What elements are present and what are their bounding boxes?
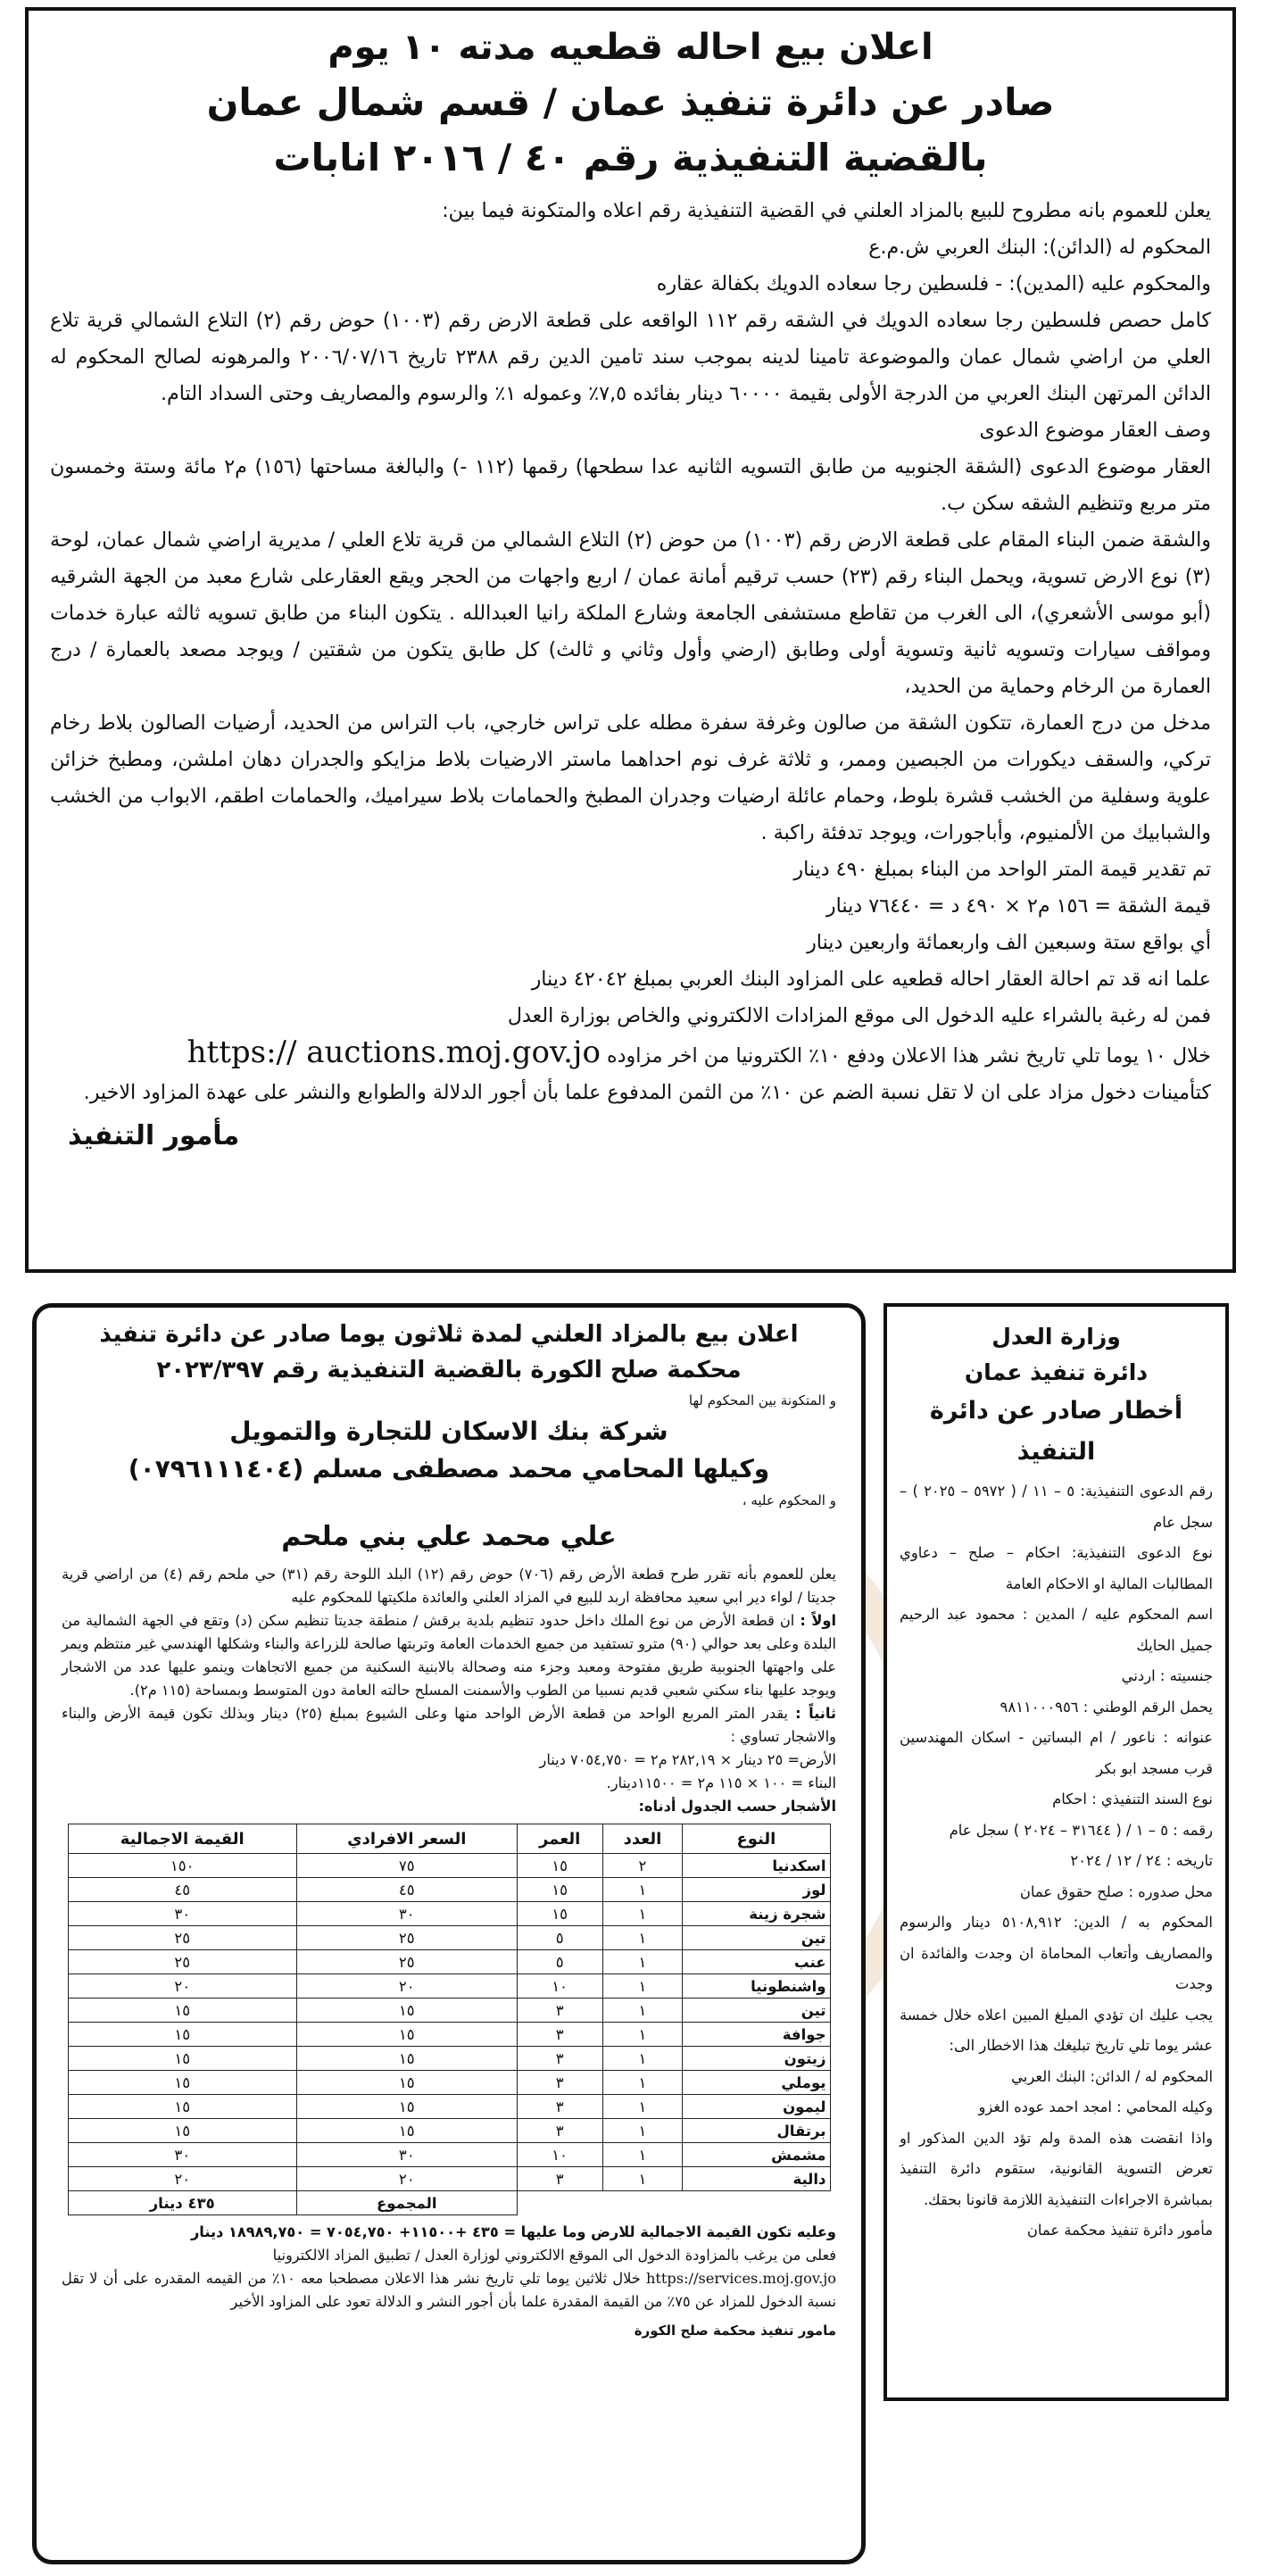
table-cell: ١	[602, 2071, 683, 2095]
paragraph: فمن له رغبة بالشراء عليه الدخول الى موقع المزادات الالكتروني والخاص بوزارة العدل	[507, 1004, 1211, 1027]
second-clause	[62, 1702, 836, 1749]
table-cell: ١	[602, 1878, 683, 1902]
tree-type-cell: تين	[683, 1998, 830, 2023]
table-cell: ٢٠	[68, 2167, 296, 2191]
tree-type-cell: ليمون	[683, 2095, 830, 2119]
column-header: القيمة الاجمالية	[68, 1824, 296, 1854]
notice-heading: أخطار صادر عن دائرة التنفيذ	[929, 1397, 1183, 1466]
table-cell: ١٥	[68, 2023, 296, 2047]
table-row	[68, 2047, 830, 2071]
closing-paragraph: فعلى من يرغب بالمزاودة الدخول الى الموقع الالكتروني لوزارة العدل / تطبيق المزاد الالكترونيا	[272, 2247, 836, 2264]
table-total-row	[68, 2191, 830, 2215]
right-execution-notice	[884, 1303, 1229, 2401]
table-cell: ٣	[517, 2119, 602, 2143]
table-cell: ١٥	[68, 1998, 296, 2023]
table-cell: ١٥	[68, 2095, 296, 2119]
table-cell: ٢٠	[296, 1974, 517, 1998]
column-header: النوع	[683, 1824, 830, 1854]
line: رقم الدعوى التنفيذية: ٥ – ١١ / ( ٥٩٧٢ – ٢٠٢٥ ) – سجل عام	[900, 1483, 1214, 1531]
tree-type-cell: اسكدنيا	[683, 1854, 830, 1878]
table-cell: ٣٠	[68, 1902, 296, 1926]
line: نوع السند التنفيذي : احكام	[1052, 1791, 1213, 1807]
table-cell: ١٠	[517, 2143, 602, 2167]
creditor-lawyer: وكيلها المحامي محمد مصطفى مسلم (٠٧٩٦١١١٤٠٤)	[128, 1454, 770, 1483]
table-row	[68, 1974, 830, 1998]
table-cell: ٤٥	[68, 1878, 296, 1902]
table-cell: ١٥	[296, 2023, 517, 2047]
table-row	[68, 2119, 830, 2143]
table-cell: ١	[602, 2047, 683, 2071]
column-header: العدد	[602, 1824, 683, 1854]
table-row	[68, 2071, 830, 2095]
line: يجب عليك ان تؤدي المبلغ المبين اعلاه خلال خمسة عشر يوما تلي تاريخ تبليغك هذا الاخطار الى:	[900, 2006, 1213, 2054]
line: تاريخه : ٢٤ / ١٢ / ٢٠٢٤	[1070, 1852, 1213, 1869]
paragraph: كتأمينات دخول مزاد على ان لا تقل نسبة الضم عن ١٠٪ من الثمن المدفوع علما بأن أجور الدلالة والطوابع والنشر على عهدة المزاود الاخير.	[83, 1081, 1211, 1104]
table-cell: ٢٠	[68, 1974, 296, 1998]
table-cell: ١	[602, 2023, 683, 2047]
paragraph: كامل حصص فلسطين رجا سعاده الدويك في الشقه رقم ١١٢ الواقعه على قطعة الارض رقم (١٠٠٣) حوض رقم (٢) التلاع الشمالي قرية تلاع العلي من اراضي شمال عمان والموضوعة تامينا لدينه بموجب سند تامين الدين رقم ٢٣٨٨ تاريخ ٢٠٠٦/٠٧/١٦ والمرهونه لصالح المحكوم له الدائن المرتهن البنك العربي من الدرجة الأولى بقيمة ٦٠٠٠٠ دينار بفائده ٧,٥٪ وعموله ١٪ والرسوم والمصاريف وحتى السداد التام.	[50, 309, 1211, 405]
second-text: يقدر المتر المربع الواحد من قطعة الأرض الواحد منها وعلى الشيوع بمبلغ (٢٥) دينار وبذلك تكون قيمة الأرض والبناء والاشجار تساوي :	[62, 1705, 836, 1745]
paragraph: وصف العقار موضوع الدعوى	[979, 419, 1211, 442]
table-cell: ١٥	[68, 2071, 296, 2095]
creditor-company: شركة بنك الاسكان للتجارة والتمويل	[229, 1417, 668, 1446]
table-cell: ١٥	[296, 2095, 517, 2119]
table-cell: ٣	[517, 2071, 602, 2095]
tree-type-cell: دالية	[683, 2167, 830, 2191]
first-text: ان قطعة الأرض من نوع الملك داخل حدود تنظيم بلدية برقش / منطقة جديتا تنظيم سكن (د) وتقع في الجهة الشمالية من البلدة وعلى بعد حوالي (٩٠) مترو تستفيد من جميع الخدمات العامة وتربتها صالحة للزراعة والبناء وشكلها الهندسي غير منتظم ويمر على واجهتها الجنوبية طريق مفتوحة ومعبد وجزء منه وصحالة بالابنية السكنية من جميع الاتجاهات وينمو عليها عدد من الاشجار ويوجد عليها بناء سكني شعبي قديم نسبيا من الطوب والأسمنت المسلح حالته العامة دون المتوسط وبمساحة (١١٥ م٢).	[62, 1612, 836, 1699]
tree-type-cell: جوافة	[683, 2023, 830, 2047]
line: نوع الدعوى التنفيذية: احكام – صلح – دعاوي المطالبات المالية او الاحكام العامة	[900, 1544, 1213, 1592]
line: جنسيته : اردني	[1121, 1667, 1213, 1684]
line: المحكوم به / الدين: ٥١٠٨,٩١٢ دينار والرسوم والمصاريف وأتعاب المحاماة ان وجدت والفائدة ان وجدت	[900, 1914, 1213, 1992]
paragraph: يعلن للعموم بانه مطروح للبيع بالمزاد العلني في القضية التنفيذية رقم اعلاه والمتكونة فيما بين:	[442, 199, 1211, 222]
table-cell: ١	[602, 2143, 683, 2167]
tree-type-cell: برتقال	[683, 2119, 830, 2143]
notice-subtitle: صادر عن دائرة تنفيذ عمان / قسم شمال عمان	[206, 80, 1055, 124]
line: رقمه : ٥ – ١ / ( ٣١٦٤٤ – ٢٠٢٤ ) سجل عام	[949, 1821, 1213, 1839]
table-cell: ٥	[517, 1926, 602, 1950]
table-row	[68, 2143, 830, 2167]
table-cell: ١	[602, 1926, 683, 1950]
tree-type-cell: واشنطونيا	[683, 1974, 830, 1998]
table-row	[68, 2167, 830, 2191]
paragraph: تم تقدير قيمة المتر الواحد من البناء بمبلغ ٤٩٠ دينار	[793, 858, 1211, 881]
table-cell: ٢٠	[296, 2167, 517, 2191]
parties-label: و المتكونة بين المحكوم لها	[688, 1392, 836, 1408]
tree-type-cell: لوز	[683, 1878, 830, 1902]
table-row	[68, 1854, 830, 1878]
line: يحمل الرقم الوطني : ٩٨١١٠٠٠٩٥٦	[1000, 1698, 1213, 1716]
first-label: اولاً :	[800, 1612, 836, 1629]
ministry-title: وزارة العدل	[991, 1324, 1121, 1350]
table-cell: ١٥	[517, 1854, 602, 1878]
table-cell: ١	[602, 2095, 683, 2119]
table-cell: ١٥	[296, 2119, 517, 2143]
table-cell: ٣	[517, 2047, 602, 2071]
paragraph: العقار موضوع الدعوى (الشقة الجنوبيه من طابق التسويه الثانيه عدا سطحها) رقمها (١١٢ -) والبالغة مساحتها (١٥٦) م٢ مائة وستة وخمسون متر مربع وتنظيم الشقه سكن ب.	[50, 455, 1211, 515]
tree-type-cell: تين	[683, 1926, 830, 1950]
line: عنوانه : ناعور / ام البساتين - اسكان المهندسين قرب مسجد ابو بكر	[900, 1729, 1213, 1777]
paragraph: والمحكوم عليه (المدين): - فلسطين رجا سعاده الدويك بكفالة عقاره	[656, 272, 1211, 295]
paragraph: علما انه قد تم احالة العقار احاله قطعيه على المزاود البنك العربي بمبلغ ٤٢٠٤٢ دينار	[531, 968, 1211, 991]
column-header: العمر	[517, 1824, 602, 1854]
table-cell: ١٥٠	[68, 1854, 296, 1878]
table-cell: ١٥	[517, 1878, 602, 1902]
second-label: ثانياً :	[795, 1705, 836, 1722]
paragraph: أي بواقع ستة وسبعين الف واربعمائة واربعين دينار	[807, 931, 1211, 954]
table-row	[68, 1950, 830, 1974]
table-cell: ١٠	[517, 1974, 602, 1998]
calc-land: الأرض= ٢٥ دينار × ٢٨٢,١٩ م٢ = ٧٠٥٤,٧٥٠ دينار	[539, 1751, 836, 1768]
tree-type-cell: عنب	[683, 1950, 830, 1974]
table-cell: ٧٥	[296, 1854, 517, 1878]
notice-lines	[900, 1476, 1213, 2247]
department-title: دائرة تنفيذ عمان	[964, 1359, 1149, 1385]
tree-type-cell: مشمش	[683, 2143, 830, 2167]
line: المحكوم له / الدائن: البنك العربي	[1011, 2067, 1213, 2085]
intro-paragraph: يعلن للعموم بأنه تقرر طرح قطعة الأرض رقم (٧٠٦) حوض رقم (١٢) البلد اللوحة رقم (٣١) حي ملحم رقم (٤) من اراضي قرية جديتا / لواء دير ابي سعيد محافظة اربد للبيع في المزاد العلني والعائدة ملكيتها للمحكوم عليه	[62, 1566, 836, 1606]
table-cell: ٤٥	[296, 1878, 517, 1902]
url-line	[50, 1035, 1211, 1075]
table-cell: ١٥	[517, 1902, 602, 1926]
table-cell: ١	[602, 1998, 683, 2023]
trees-table	[68, 1824, 831, 2215]
table-cell: ٥	[517, 1950, 602, 1974]
signature: مامور تنفيذ محكمة صلح الكورة	[634, 2323, 836, 2339]
top-auction-notice	[25, 7, 1236, 1273]
table-title: الأشجار حسب الجدول أدناه:	[638, 1798, 836, 1815]
table-cell: ٢٥	[296, 1926, 517, 1950]
first-clause	[62, 1609, 836, 1702]
tree-type-cell: زيتون	[683, 2047, 830, 2071]
paragraph: مدخل من درج العمارة، تتكون الشقة من صالون وغرفة سفرة مطله على تراس خارجي، باب التراس من الحديد، أرضيات الصالون بلاط رخام تركي، والسقف ديكورات من الجبصين وممر، و ثلاثة غرف نوم احداهما ماستر الارضيات بلاط مزايكو والجدران دهان املشن، ومطبخ خزائن علوية وسفلية من الخشب قشرة بلوط، وحمام عائلة ارضيات وجدران المطبخ والحمامات بلاط سيراميك، والحمامات اطقم، الابواب من الخشب والشبابيك من الألمنيوم، وأباجورات، ويوجد تدفئة راكبة .	[50, 711, 1211, 844]
table-row	[68, 2095, 830, 2119]
tree-type-cell: شجرة زينة	[683, 1902, 830, 1926]
line: وكيله المحامي : امجد احمد عوده الغزو	[978, 2098, 1213, 2115]
table-cell: ١	[602, 2119, 683, 2143]
table-cell: ٣	[517, 2095, 602, 2119]
table-cell: ١٥	[296, 2047, 517, 2071]
calc-building: البناء = ١٠٠ × ١١٥ م٢ = ١١٥٠٠دينار.	[606, 1774, 836, 1791]
table-cell: ١٥	[68, 2119, 296, 2143]
line: واذا انقضت هذه المدة ولم تؤد الدين المذكور او تعرض التسوية القانونية، ستقوم دائرة التنفيذ بمباشرة الاجراءات التنفيذية اللازمة قانونا بحقك.	[900, 2129, 1213, 2208]
table-cell: ٢	[602, 1854, 683, 1878]
line: مأمور دائرة تنفيذ محكمة عمان	[1026, 2222, 1213, 2239]
table-cell: ١	[602, 1950, 683, 1974]
services-url-link[interactable]: https://services.moj.gov.jo	[645, 2270, 836, 2287]
paragraph: قيمة الشقة = ١٥٦ م٢ × ٤٩٠ د = ٧٦٤٤٠ دينار	[825, 894, 1211, 918]
table-cell: ١	[602, 2167, 683, 2191]
table-cell: ٣	[517, 2023, 602, 2047]
table-row	[68, 1926, 830, 1950]
table-cell: ١	[602, 1902, 683, 1926]
table-row	[68, 1998, 830, 2023]
total-label: المجموع	[296, 2191, 517, 2215]
table-cell: ٣	[517, 2167, 602, 2191]
closing-text: خلال ثلاثين يوما تلي تاريخ نشر هذا الاعلان مصطحبا معه ١٠٪ من القيمه المقدره على أن لا تقل نسبة الدخول للمزاد عن ٧٥٪ من القيمة المقدرة علما بأن أجور النشر و الدلالة تعود على المزاود الأخير	[62, 2270, 836, 2310]
line: محل صدوره : صلح حقوق عمان	[1019, 1882, 1213, 1900]
notice-body	[50, 193, 1211, 1111]
table-cell: ١	[602, 1974, 683, 1998]
url-line-text: خلال ١٠ يوما تلي تاريخ نشر هذا الاعلان ودفع ١٠٪ الكترونيا من اخر مزاوده	[606, 1044, 1211, 1068]
table-row	[68, 2023, 830, 2047]
paragraph: المحكوم له (الدائن): البنك العربي ش.م.ع	[868, 236, 1211, 259]
summary: وعليه تكون القيمة الاجمالية للارض وما عليها = ٤٣٥ +١١٥٠٠+ ٧٠٥٤,٧٥٠ = ١٨٩٨٩,٧٥٠ دينار	[190, 2223, 836, 2240]
line: اسم المحكوم عليه / المدين : محمود عبد الرحيم جميل الحايك	[900, 1606, 1213, 1654]
table-cell: ٢٥	[296, 1950, 517, 1974]
notice-title: اعلان بيع احاله قطعيه مدته ١٠ يوم	[328, 27, 933, 68]
table-cell: ٣	[517, 1998, 602, 2023]
paragraph: والشقة ضمن البناء المقام على قطعة الارض رقم (١٠٠٣) من حوض (٢) التلاع الشمالي من قرية تلاع العلي / مديرية اراضي شمال عمان، لوحة (٣) نوع الارض تسوية، ويحمل البناء رقم (٢٣) حسب ترقيم أمانة عمان / اربع واجهات من الحجر ويقع العقارعلى شارع معبد من الجهة الشرقيه (أبو موسى الأشعري)، الى الغرب من تقاطع مستشفى الجامعة وشارع الملكة رانيا العبدالله . يتكون البناء من طابق تسويه ثالثه عبارة خدمات ومواقف سيارات وتسويه ثانية وتسوية أولى وطابق (ارضي وأول وثاني و ثالث) كل طابق يتكون من شقتين / ويوجد مصعد بالعمارة / درج العمارة من الرخام وحماية من الحديد،	[50, 528, 1211, 698]
total-value: ٤٣٥ دينار	[68, 2191, 296, 2215]
table-row	[68, 1878, 830, 1902]
table-cell: ١٥	[68, 2047, 296, 2071]
signature: مأمور التنفيذ	[68, 1120, 240, 1151]
column-header: السعر الافرادي	[296, 1824, 517, 1854]
table-cell: ١٥	[296, 1998, 517, 2023]
table-row	[68, 1902, 830, 1926]
auction-url-link[interactable]: https:// auctions.moj.gov.jo	[187, 1035, 601, 1070]
table-cell: ٢٥	[68, 1926, 296, 1950]
tree-type-cell: يوملي	[683, 2071, 830, 2095]
table-cell: ٢٥	[68, 1950, 296, 1974]
table-cell: ٣٠	[68, 2143, 296, 2167]
table-header-row	[68, 1824, 830, 1854]
table-cell: ٣٠	[296, 2143, 517, 2167]
table-cell: ٣٠	[296, 1902, 517, 1926]
table-cell: ١٥	[296, 2071, 517, 2095]
case-number-title: بالقضية التنفيذية رقم ٤٠ / ٢٠١٦ انابات	[273, 136, 988, 179]
debtor-name: علي محمد علي بني ملحم	[281, 1521, 617, 1552]
notice-title: اعلان بيع بالمزاد العلني لمدة ثلاثون يوما صادر عن دائرة تنفيذ محكمة صلح الكورة بالقضية التنفيذية رقم ٢٠٢٣/٣٩٧	[99, 1321, 799, 1384]
debtor-label: و المحكوم عليه ،	[742, 1492, 836, 1508]
left-auction-notice	[32, 1303, 866, 2564]
closing-url-line	[62, 2267, 836, 2314]
